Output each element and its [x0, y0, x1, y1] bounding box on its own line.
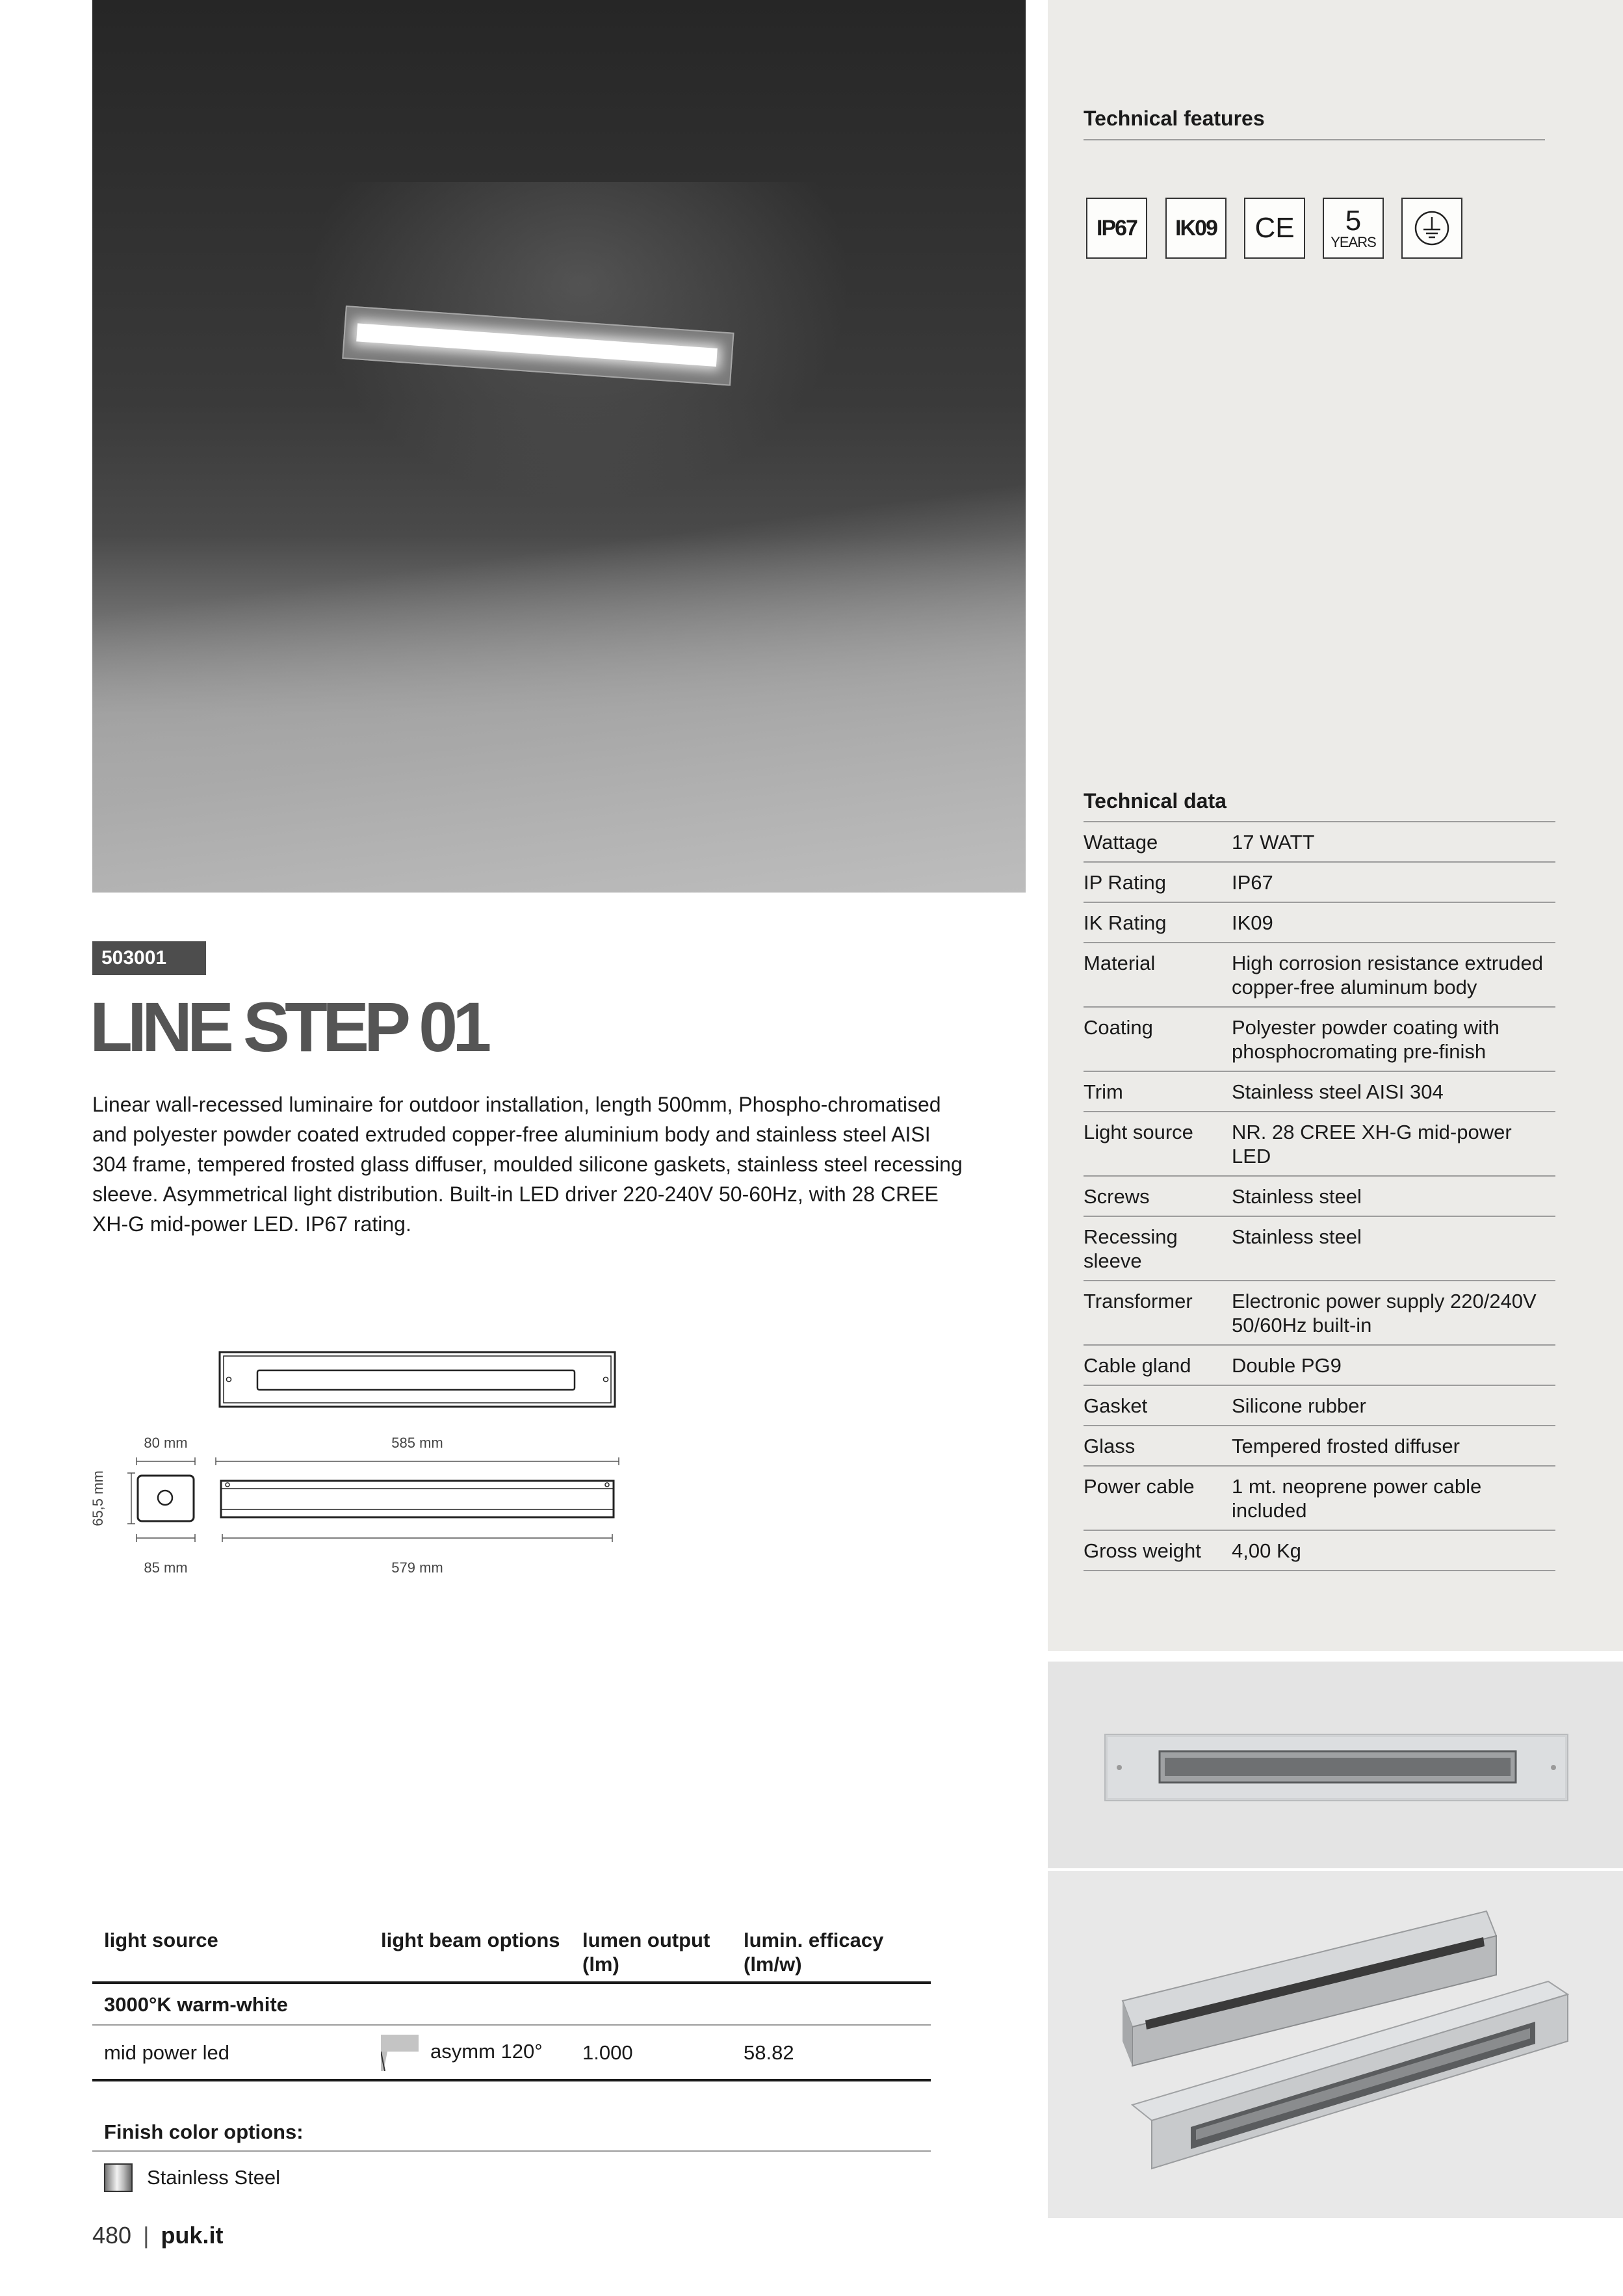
cell-efficacy: 58.82 [744, 2041, 794, 2064]
earth-ground-icon [1412, 209, 1451, 248]
row-value: 1 mt. neoprene power cable included [1232, 1475, 1482, 1522]
row-value: Silicone rubber [1232, 1394, 1366, 1417]
row-label: IP Rating [1084, 871, 1166, 894]
top-dimension-lines [136, 1457, 619, 1465]
row-label: Power cable [1084, 1475, 1195, 1498]
row-value: Polyester powder coating with phosphocromating pre-finish [1232, 1016, 1500, 1063]
product-code-badge: 503001 [92, 941, 206, 975]
length-top-label: 585 mm [391, 1435, 443, 1451]
finish-title: Finish color options: [92, 2120, 931, 2152]
header-light-source: light source [104, 1929, 218, 1951]
asymmetric-beam-icon [381, 2035, 419, 2071]
dimension-drawing [84, 1339, 643, 1586]
technical-features-title: Technical features [1084, 107, 1265, 130]
table-row [1084, 1008, 1555, 1072]
row-label: Cable gland [1084, 1354, 1191, 1377]
width-top-label: 80 mm [144, 1435, 188, 1451]
row-value: Stainless steel [1232, 1185, 1362, 1208]
luminaire-light-strip [356, 323, 718, 367]
product-photo-front [1048, 1662, 1623, 1868]
row-label: Light source [1084, 1121, 1193, 1143]
table-row [1084, 1386, 1555, 1426]
row-value: 4,00 Kg [1232, 1539, 1301, 1562]
table-row [1084, 1112, 1555, 1177]
table-row [92, 2026, 931, 2081]
table-row [1084, 1281, 1555, 1346]
warranty-years-unit: YEARS [1331, 234, 1376, 250]
table-row [1084, 943, 1555, 1008]
header-light-beam: light beam options [381, 1929, 560, 1951]
ce-badge [1244, 198, 1305, 259]
hero-photo [92, 0, 1026, 893]
table-row [1084, 1072, 1555, 1112]
warranty-years-number: 5 [1345, 205, 1362, 237]
ip67-badge [1086, 198, 1147, 259]
row-value: 17 WATT [1232, 831, 1315, 854]
floor-surface [92, 0, 1026, 893]
row-label: Transformer [1084, 1290, 1193, 1312]
product-photo-perspective [1048, 1871, 1623, 2218]
earth-ground-badge [1401, 198, 1462, 259]
table-row [1084, 863, 1555, 903]
row-label: Gasket [1084, 1394, 1148, 1417]
warranty-badge [1323, 198, 1384, 259]
table-row [1084, 1426, 1555, 1467]
row-label: Recessing sleeve [1084, 1225, 1178, 1272]
row-value: IK09 [1232, 911, 1273, 934]
cell-lumen: 1.000 [582, 2041, 633, 2064]
row-value: Double PG9 [1232, 1354, 1342, 1377]
table-row [1084, 822, 1555, 863]
page-footer [92, 2222, 223, 2249]
height-label: 65,5 mm [90, 1470, 106, 1526]
header-luminous-efficacy: lumin. efficacy (lm/w) [744, 1929, 884, 1976]
front-view [220, 1352, 615, 1407]
technical-data-table [1084, 789, 1555, 1571]
stainless-steel-swatch [104, 2163, 133, 2192]
cell-beam [381, 2035, 582, 2071]
color-temperature-group: 3000°K warm-white [92, 1984, 931, 2026]
table-header [92, 1928, 931, 1984]
width-bottom-label: 85 mm [144, 1559, 188, 1576]
ip67-label: IP67 [1097, 215, 1137, 241]
row-label: Glass [1084, 1435, 1136, 1457]
row-label: Trim [1084, 1080, 1123, 1103]
row-value: High corrosion resistance extruded copper-free aluminum body [1232, 952, 1544, 998]
ce-mark-icon: CE [1254, 212, 1295, 244]
finish-option-label: Stainless Steel [147, 2166, 281, 2189]
product-description: Linear wall-recessed luminaire for outdoor installation, length 500mm, Phospho-chromatised and polyester powder coated extruded copper-free aluminium body and stainless steel AISI 304 frame, tempered frosted glass diffuser, moulded silicone gaskets, stainless steel recessing sleeve. Asymmetrical light distribution. Built-in LED driver 220-240V 50-60Hz, with 28 CREE XH-G mid-power LED. IP67 rating. [92, 1093, 963, 1236]
row-value: Stainless steel AISI 304 [1232, 1080, 1444, 1103]
cell-source: mid power led [104, 2041, 229, 2064]
beam-label: asymm 120° [430, 2040, 543, 2063]
row-label: Material [1084, 952, 1156, 974]
row-value: Tempered frosted diffuser [1232, 1435, 1460, 1457]
table-row [1084, 1531, 1555, 1571]
product-title: LINE STEP 01 [90, 987, 487, 1066]
row-label: IK Rating [1084, 911, 1167, 934]
bottom-dimension-lines [136, 1534, 612, 1542]
row-label: Coating [1084, 1016, 1153, 1039]
footer-separator: | [143, 2222, 149, 2249]
finish-option [92, 2152, 931, 2192]
header-lumen-output: lumen output (lm) [582, 1929, 710, 1976]
row-label: Gross weight [1084, 1539, 1201, 1562]
finish-options [92, 2120, 931, 2192]
section-view [221, 1481, 614, 1517]
website-link[interactable]: puk.it [161, 2222, 224, 2249]
table-row [1084, 1346, 1555, 1386]
row-value: Stainless steel [1232, 1225, 1362, 1248]
table-row [1084, 903, 1555, 943]
page-number: 480 [92, 2222, 132, 2249]
side-view [127, 1473, 194, 1524]
row-value: Electronic power supply 220/240V 50/60Hz built-in [1232, 1290, 1537, 1337]
technical-data-title: Technical data [1084, 789, 1555, 822]
length-bottom-label: 579 mm [391, 1559, 443, 1576]
table-row [1084, 1217, 1555, 1281]
row-value: IP67 [1232, 871, 1273, 894]
features-divider [1084, 139, 1545, 140]
ik09-badge [1165, 198, 1227, 259]
row-label: Wattage [1084, 831, 1158, 854]
table-row [1084, 1177, 1555, 1217]
row-value: NR. 28 CREE XH-G mid-power LED [1232, 1121, 1512, 1168]
ik09-label: IK09 [1175, 215, 1217, 241]
light-source-table [92, 1928, 931, 2081]
table-row [1084, 1467, 1555, 1531]
row-label: Screws [1084, 1185, 1150, 1208]
